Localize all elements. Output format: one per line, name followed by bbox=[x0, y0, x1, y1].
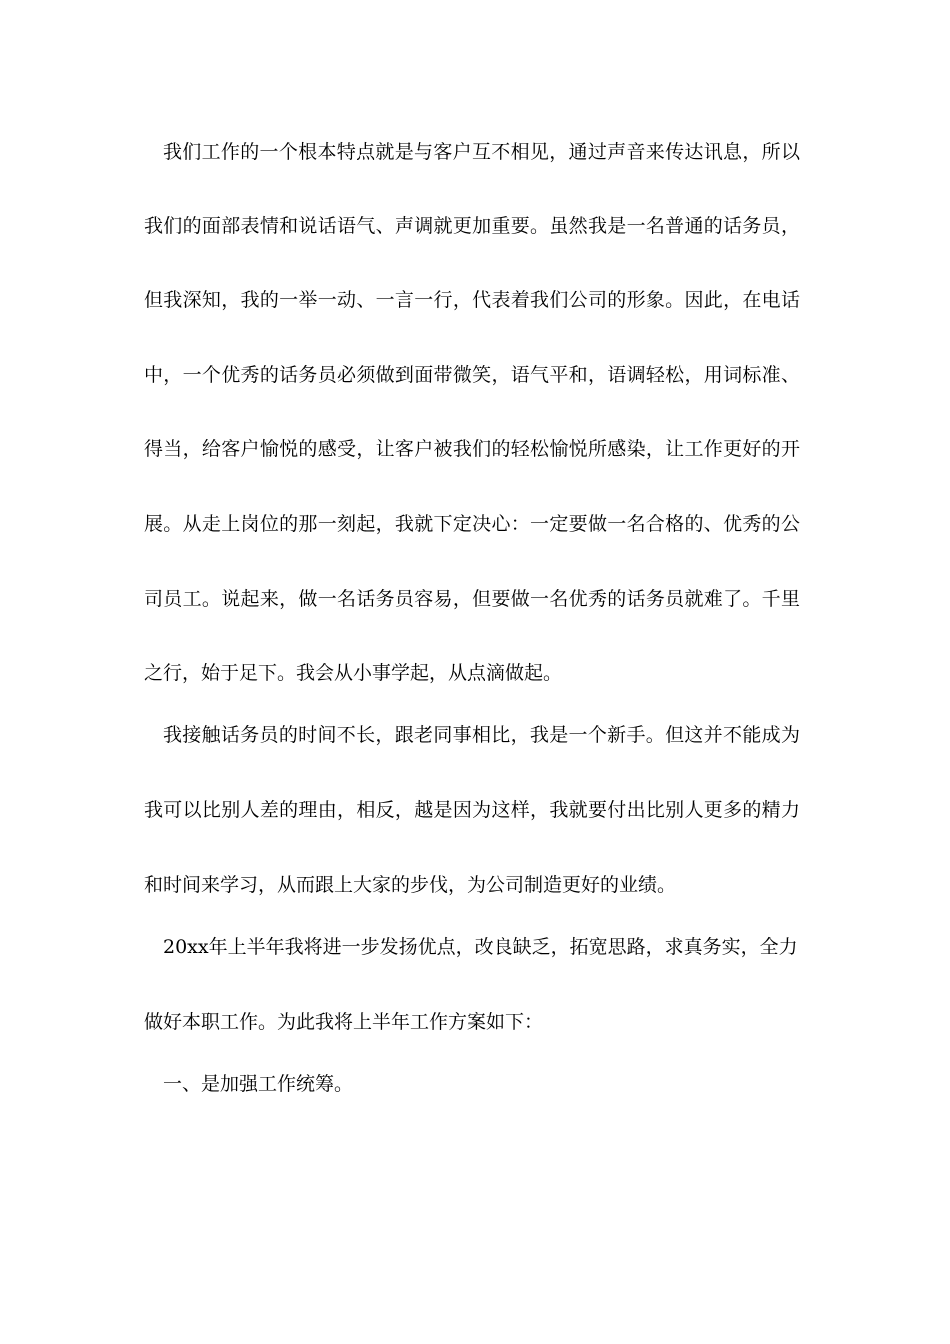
paragraph-1-line-1: 我们工作的一个根本特点就是与客户互不相见，通过声音来传达讯息，所以 bbox=[163, 141, 800, 163]
year-text: 20xx bbox=[163, 936, 209, 958]
paragraph-1-line-4: 中，一个优秀的话务员必须做到面带微笑，语气平和，语调轻松，用词标准、 bbox=[144, 364, 800, 386]
paragraph-2-line-1: 我接触话务员的时间不长，跟老同事相比，我是一个新手。但这并不能成为 bbox=[163, 724, 800, 746]
paragraph-1-line-5: 得当，给客户愉悦的感受，让客户被我们的轻松愉悦所感染，让工作更好的开 bbox=[144, 438, 800, 460]
paragraph-3-line-1 bbox=[163, 934, 800, 960]
paragraph-1-line-3: 但我深知，我的一举一动、一言一行，代表着我们公司的形象。因此，在电话 bbox=[144, 289, 800, 311]
paragraph-2-line-3: 和时间来学习，从而跟上大家的步伐，为公司制造更好的业绩。 bbox=[144, 874, 677, 896]
paragraph-1-line-2: 我们的面部表情和说话语气、声调就更加重要。虽然我是一名普通的话务员， bbox=[144, 215, 800, 237]
paragraph-1-line-8: 之行，始于足下。我会从小事学起，从点滴做起。 bbox=[144, 662, 563, 684]
paragraph-3-line-1-text: 年上半年我将进一步发扬优点，改良缺乏，拓宽思路，求真务实，全力 bbox=[208, 936, 798, 958]
paragraph-3-line-2: 做好本职工作。为此我将上半年工作方案如下： bbox=[144, 1011, 544, 1033]
paragraph-2-line-2: 我可以比别人差的理由，相反，越是因为这样，我就要付出比别人更多的精力 bbox=[144, 799, 800, 821]
section-heading: 一、是加强工作统筹。 bbox=[163, 1073, 354, 1095]
paragraph-1-line-6: 展。从走上岗位的那一刻起，我就下定决心：一定要做一名合格的、优秀的公 bbox=[144, 513, 800, 535]
paragraph-1-line-7: 司员工。说起来，做一名话务员容易，但要做一名优秀的话务员就难了。千里 bbox=[144, 588, 800, 610]
